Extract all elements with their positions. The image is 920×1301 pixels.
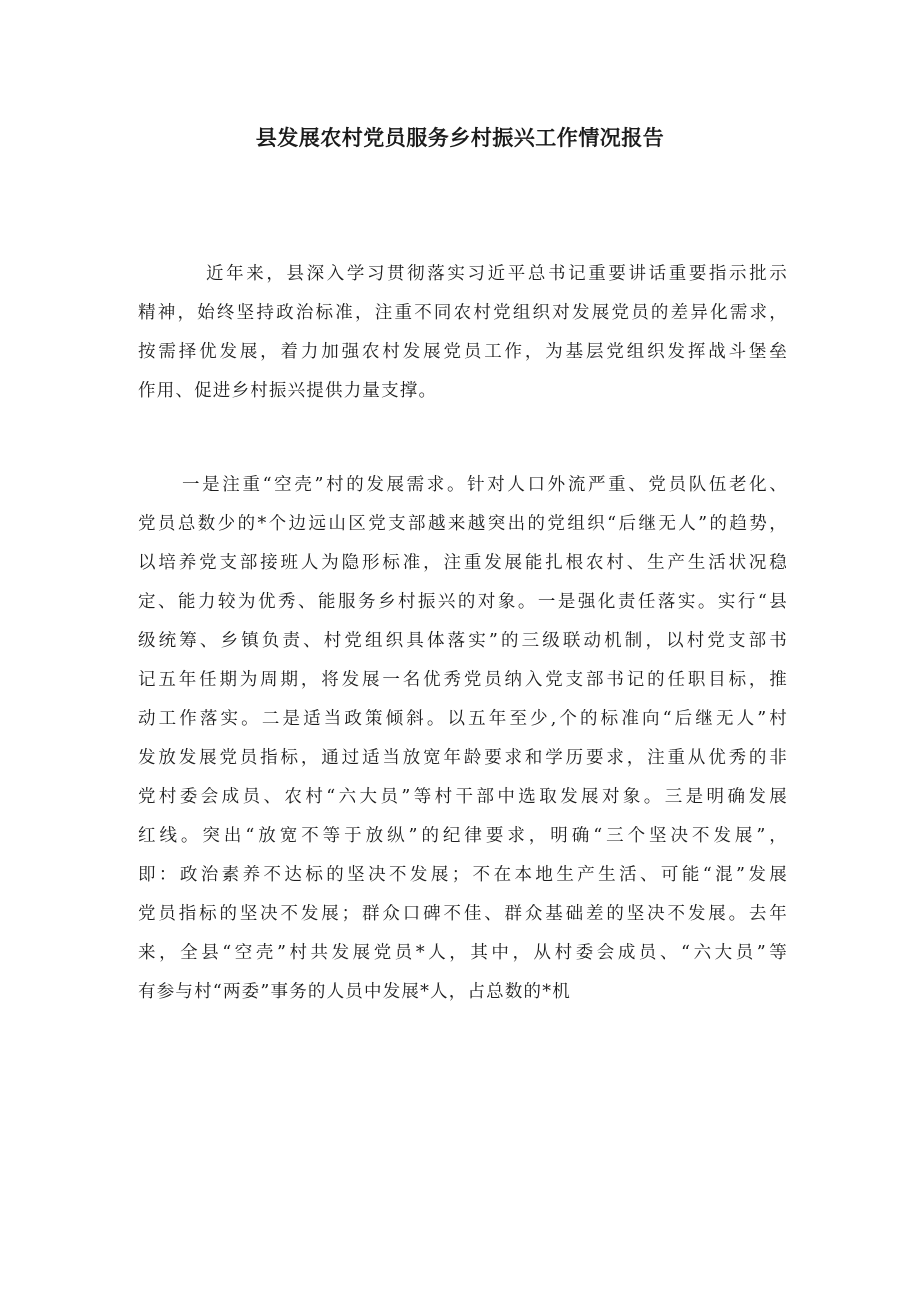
paragraph-line: 按需择优发展，着力加强农村发展党员工作，为基层党组织发挥战斗堡垒 (138, 342, 788, 362)
document-title: 县发展农村党员服务乡村振兴工作情况报告 (255, 126, 665, 150)
paragraph-line: 党村委会成员、农村“六大员”等村干部中选取发展对象。三是明确发展 (138, 787, 788, 807)
paragraph-line: 红线。突出“放宽不等于放纵”的纪律要求，明确“三个坚决不发展”， (138, 826, 788, 846)
paragraph-line: 党员总数少的*个边远山区党支部越来越突出的党组织“后继无人”的趋势， (138, 514, 788, 534)
paragraph-line: 党员指标的坚决不发展；群众口碑不佳、群众基础差的坚决不发展。去年 (138, 904, 788, 924)
paragraph-line: 定、能力较为优秀、能服务乡村振兴的对象。一是强化责任落实。实行“县 (138, 592, 788, 612)
paragraph-line: 级统筹、乡镇负责、村党组织具体落实”的三级联动机制，以村党支部书 (138, 631, 788, 651)
paragraph-line: 记五年任期为周期，将发展一名优秀党员纳入党支部书记的任职目标，推 (138, 670, 788, 690)
paragraph-section-one (138, 466, 788, 1012)
paragraph-line: 即：政治素养不达标的坚决不发展；不在本地生产生活、可能“混”发展 (138, 865, 788, 885)
paragraph-line: 来，全县“空壳”村共发展党员*人，其中，从村委会成员、“六大员”等 (138, 943, 788, 963)
paragraph-line: 精神，始终坚持政治标准，注重不同农村党组织对发展党员的差异化需求， (138, 303, 788, 323)
paragraph-line: 有参与村“两委”事务的人员中发展*人，占总数的*机 (138, 982, 571, 1002)
paragraph-line: 发放发展党员指标，通过适当放宽年龄要求和学历要求，注重从优秀的非 (138, 748, 788, 768)
paragraph-line: 作用、促进乡村振兴提供力量支撑。 (138, 381, 438, 401)
paragraph-intro (138, 255, 788, 411)
paragraph-line: 以培养党支部接班人为隐形标准，注重发展能扎根农村、生产生活状况稳 (138, 553, 788, 573)
paragraph-line: 一是注重“空壳”村的发展需求。针对人口外流严重、党员队伍老化、 (182, 475, 788, 495)
paragraph-line: 动工作落实。二是适当政策倾斜。以五年至少,个的标准向“后继无人”村 (138, 709, 788, 729)
paragraph-line: 近年来，县深入学习贯彻落实习近平总书记重要讲话重要指示批示 (206, 264, 788, 284)
